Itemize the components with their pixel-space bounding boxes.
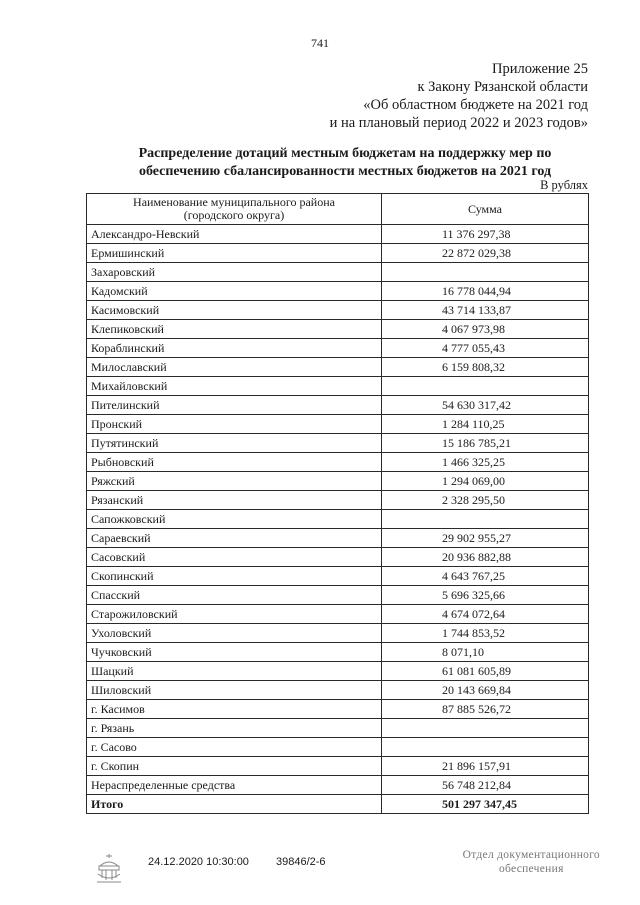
appendix-header: [330, 60, 588, 132]
footer-department-stamp: [463, 848, 600, 876]
dept-line: обеспечения: [498, 863, 564, 875]
units-label: В рублях: [540, 178, 588, 192]
district-name: Старожиловский: [87, 605, 382, 624]
district-sum: [382, 719, 589, 738]
table-row: [87, 738, 589, 757]
district-sum: 56 748 212,84: [382, 776, 589, 795]
district-sum: 4 643 767,25: [382, 567, 589, 586]
district-name: Чучковский: [87, 643, 382, 662]
header-name-line: Наименование муниципального района: [133, 195, 335, 209]
district-sum: 4 067 973,98: [382, 320, 589, 339]
district-name: Клепиковский: [87, 320, 382, 339]
total-label: Итого: [87, 795, 382, 814]
district-sum: 4 777 055,43: [382, 339, 589, 358]
footer-datetime: 24.12.2020 10:30:00: [148, 856, 249, 868]
table-row: [87, 700, 589, 719]
district-name: Скопинский: [87, 567, 382, 586]
table-row: [87, 320, 589, 339]
district-name: Ряжский: [87, 472, 382, 491]
table-row: [87, 624, 589, 643]
table-row: [87, 453, 589, 472]
district-name: Кадомский: [87, 282, 382, 301]
appendix-line: Приложение 25: [492, 61, 588, 77]
total-row: [87, 795, 589, 814]
district-name: Сасовский: [87, 548, 382, 567]
header-name-line: (городского округа): [183, 208, 285, 222]
table-row: [87, 244, 589, 263]
district-name: г. Скопин: [87, 757, 382, 776]
district-sum: 43 714 133,87: [382, 301, 589, 320]
district-name: Путятинский: [87, 434, 382, 453]
district-name: Шацкий: [87, 662, 382, 681]
column-header-name: [87, 194, 382, 225]
district-name: г. Рязань: [87, 719, 382, 738]
table-row: [87, 605, 589, 624]
table-row: [87, 263, 589, 282]
emblem-icon: [94, 852, 124, 886]
district-name: Касимовский: [87, 301, 382, 320]
district-sum: 21 896 157,91: [382, 757, 589, 776]
district-name: Милославский: [87, 358, 382, 377]
district-sum: 1 284 110,25: [382, 415, 589, 434]
district-sum: 20 143 669,84: [382, 681, 589, 700]
district-name: Захаровский: [87, 263, 382, 282]
district-name: Кораблинский: [87, 339, 382, 358]
district-sum: [382, 377, 589, 396]
column-header-sum: Сумма: [382, 194, 589, 225]
table-row: [87, 719, 589, 738]
table-row: [87, 586, 589, 605]
table-row: [87, 282, 589, 301]
table-row: [87, 472, 589, 491]
district-sum: [382, 738, 589, 757]
district-name: Сараевский: [87, 529, 382, 548]
table-row: [87, 339, 589, 358]
district-name: Нераспределенные средства: [87, 776, 382, 795]
district-name: Спасский: [87, 586, 382, 605]
table-row: [87, 643, 589, 662]
district-sum: 1 294 069,00: [382, 472, 589, 491]
district-name: г. Сасово: [87, 738, 382, 757]
district-name: Ермишинский: [87, 244, 382, 263]
appendix-line: «Об областном бюджете на 2021 год: [363, 97, 588, 113]
title-line: обеспечению сбалансированности местных бюджетов на 2021 год: [138, 164, 552, 179]
total-sum: 501 297 347,45: [382, 795, 589, 814]
district-name: Ухоловский: [87, 624, 382, 643]
district-sum: 22 872 029,38: [382, 244, 589, 263]
district-sum: 4 674 072,64: [382, 605, 589, 624]
table-row: [87, 358, 589, 377]
district-name: Рязанский: [87, 491, 382, 510]
district-name: Пителинский: [87, 396, 382, 415]
table-row: [87, 301, 589, 320]
district-sum: 2 328 295,50: [382, 491, 589, 510]
district-sum: [382, 510, 589, 529]
district-sum: 1 466 325,25: [382, 453, 589, 472]
appendix-line: к Закону Рязанской области: [417, 79, 588, 95]
title-line: Распределение дотаций местным бюджетам на поддержку мер по: [138, 146, 552, 161]
district-sum: 16 778 044,94: [382, 282, 589, 301]
district-name: г. Касимов: [87, 700, 382, 719]
subsidy-table: [86, 193, 589, 814]
table-row: [87, 225, 589, 244]
table-row: [87, 491, 589, 510]
table-row: [87, 567, 589, 586]
table-body: [87, 225, 589, 795]
district-name: Сапожковский: [87, 510, 382, 529]
table-row: [87, 681, 589, 700]
district-sum: 1 744 853,52: [382, 624, 589, 643]
table-header-row: [87, 194, 589, 225]
table-row: [87, 776, 589, 795]
district-name: Шиловский: [87, 681, 382, 700]
district-name: Пронский: [87, 415, 382, 434]
district-sum: 8 071,10: [382, 643, 589, 662]
district-sum: 61 081 605,89: [382, 662, 589, 681]
document-title: [95, 145, 595, 181]
page-number: 741: [311, 36, 329, 50]
district-sum: 20 936 882,88: [382, 548, 589, 567]
table-row: [87, 434, 589, 453]
dept-line: Отдел документационного: [462, 849, 600, 861]
district-sum: [382, 263, 589, 282]
district-sum: 87 885 526,72: [382, 700, 589, 719]
table-row: [87, 529, 589, 548]
footer-doc-code: 39846/2-6: [276, 856, 326, 868]
appendix-line: и на плановый период 2022 и 2023 годов»: [329, 115, 588, 131]
district-name: Рыбновский: [87, 453, 382, 472]
district-sum: 6 159 808,32: [382, 358, 589, 377]
table-row: [87, 396, 589, 415]
district-sum: 29 902 955,27: [382, 529, 589, 548]
district-name: Александро-Невский: [87, 225, 382, 244]
district-sum: 11 376 297,38: [382, 225, 589, 244]
district-sum: 15 186 785,21: [382, 434, 589, 453]
table-row: [87, 662, 589, 681]
table-row: [87, 415, 589, 434]
table-row: [87, 757, 589, 776]
district-name: Михайловский: [87, 377, 382, 396]
district-sum: 5 696 325,66: [382, 586, 589, 605]
district-sum: 54 630 317,42: [382, 396, 589, 415]
table-row: [87, 548, 589, 567]
table-row: [87, 510, 589, 529]
table-row: [87, 377, 589, 396]
